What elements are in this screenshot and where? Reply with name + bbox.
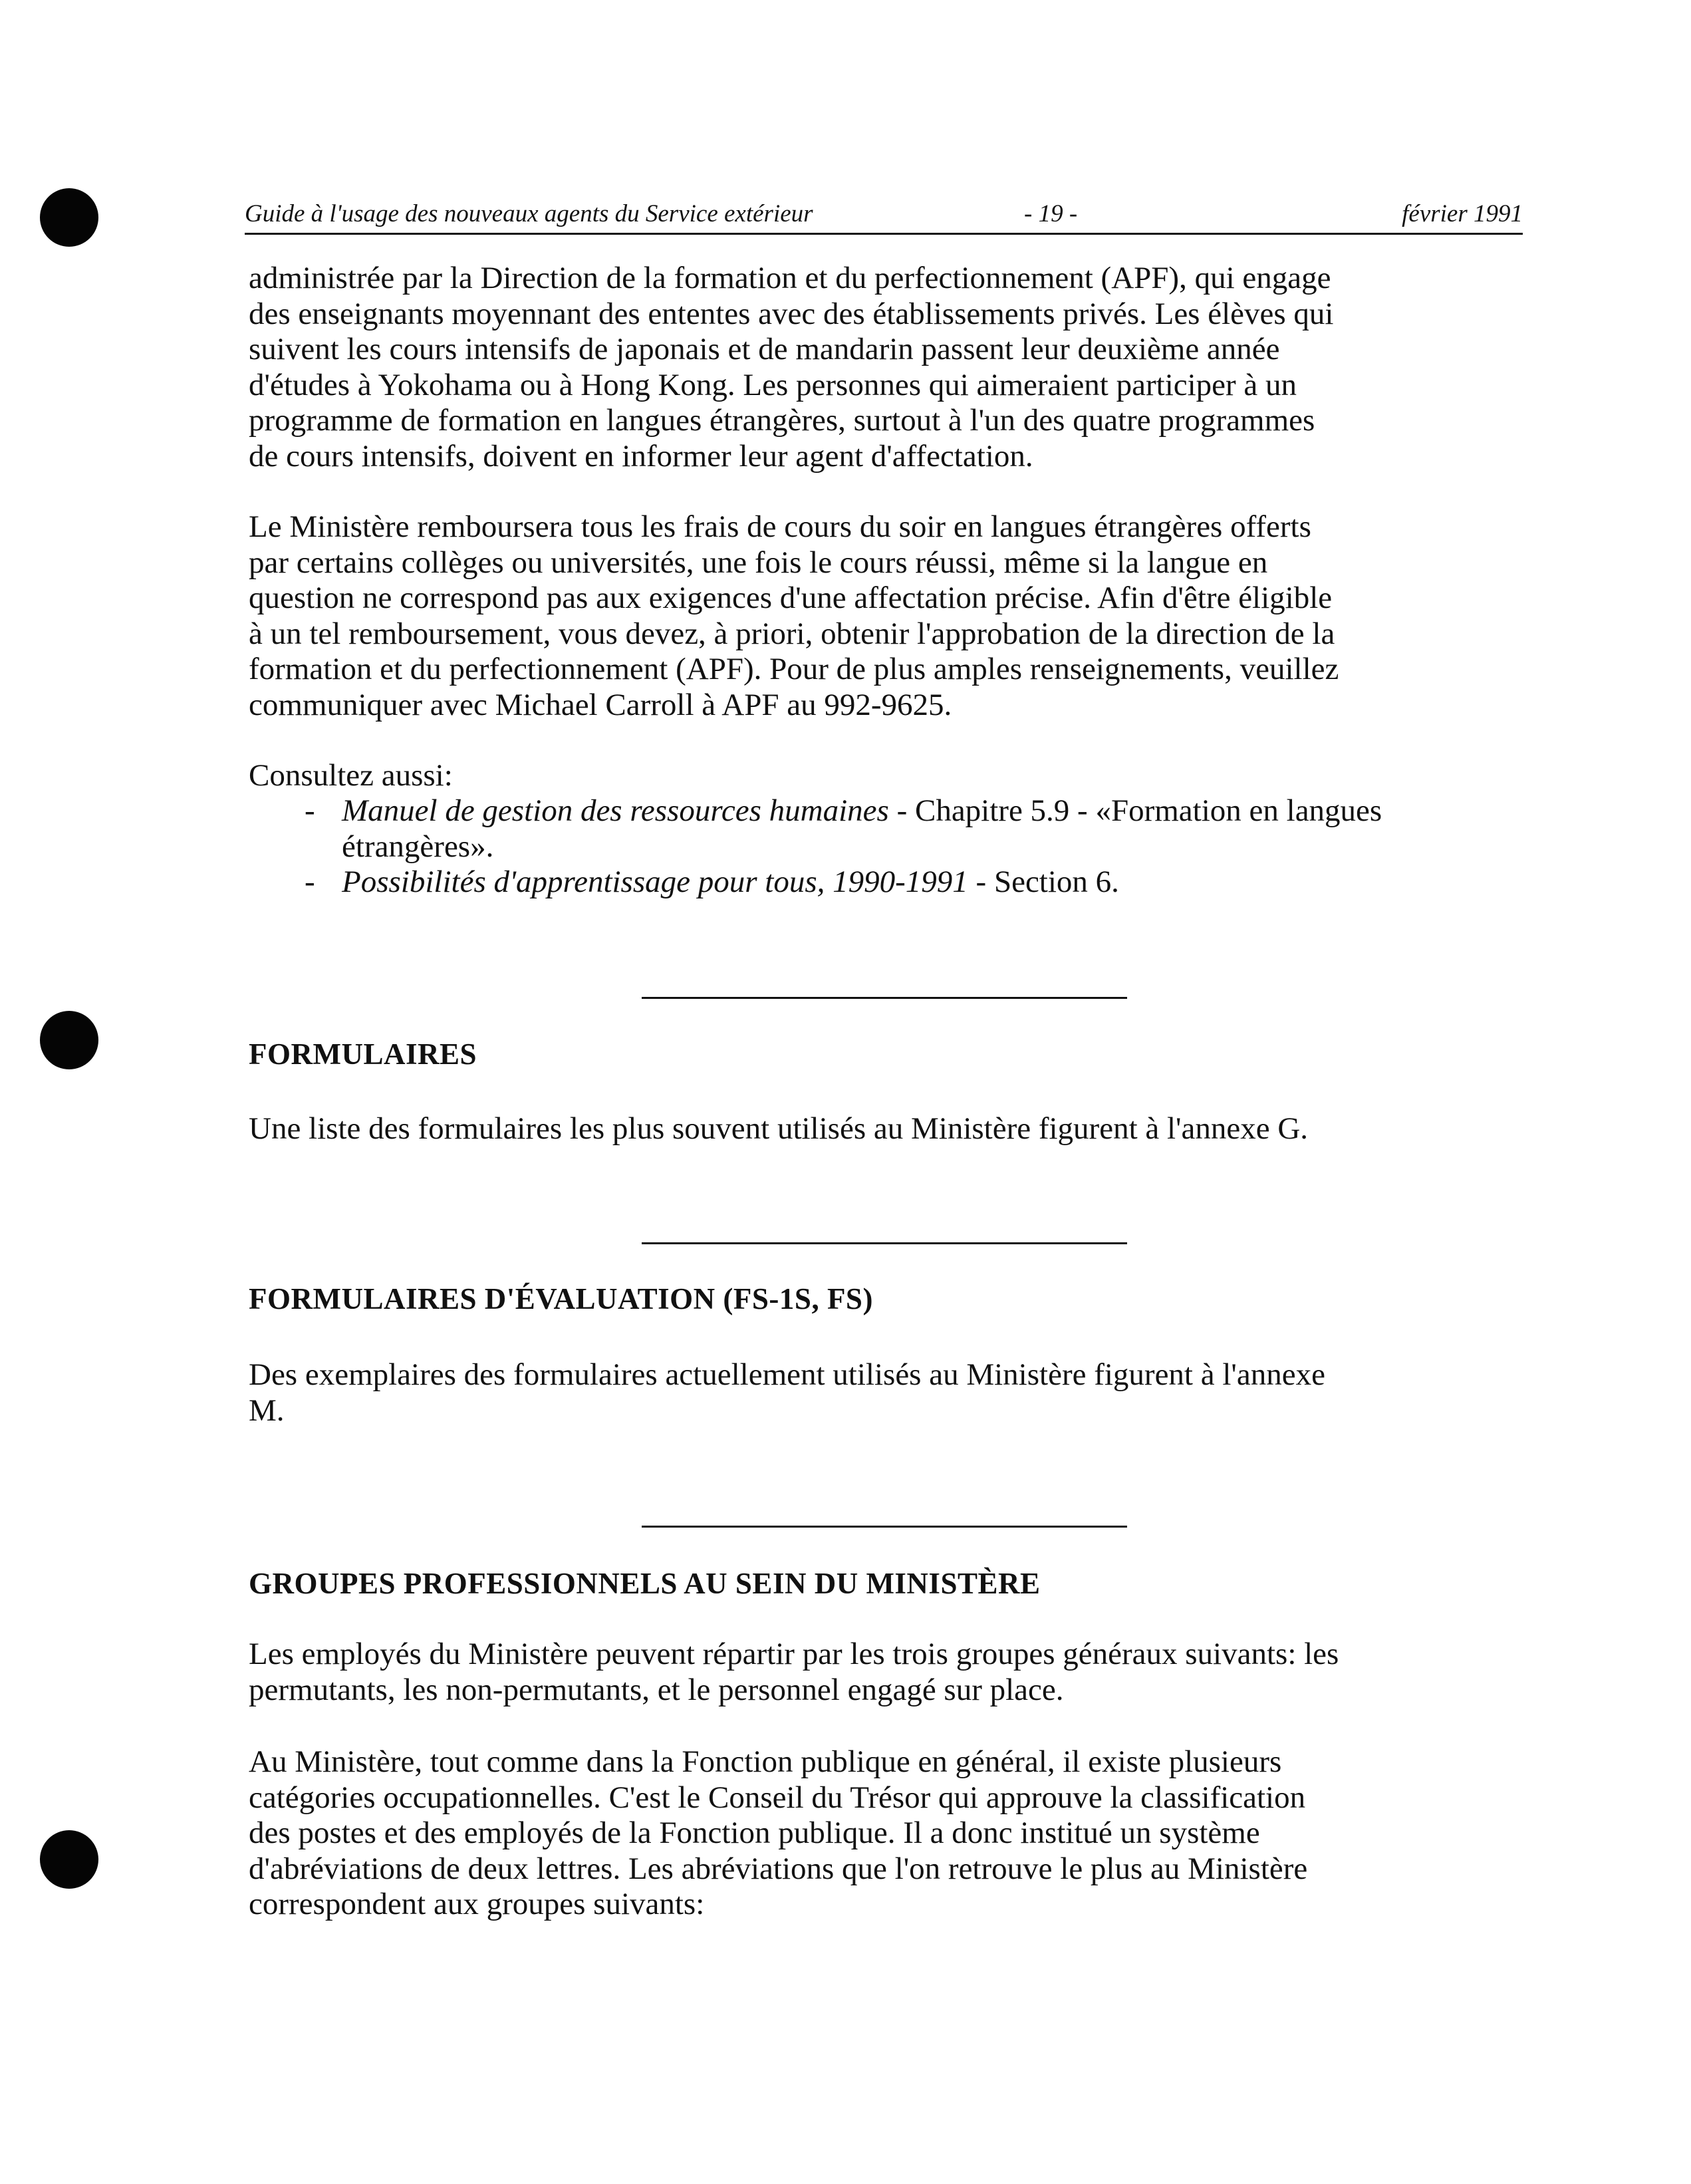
text-line: communiquer avec Michael Carroll à APF au 992-9625. (249, 687, 952, 722)
intro-paragraph (249, 261, 1523, 474)
text-line: à un tel remboursement, vous devez, à priori, obtenir l'approbation de la direction de la (249, 616, 1335, 651)
text-line: correspondent aux groupes suivants: (249, 1887, 705, 1921)
reimbursement-paragraph (249, 509, 1523, 723)
reference-detail: - Chapitre 5.9 - «Formation en langues (888, 793, 1382, 828)
list-item (305, 865, 1523, 900)
text-line: de cours intensifs, doivent en informer leur agent d'affectation. (249, 438, 1033, 474)
reference-list (305, 793, 1523, 900)
section-heading-groupes: GROUPES PROFESSIONNELS AU SEIN DU MINISTÈRE (249, 1567, 1041, 1600)
text-line: d'abréviations de deux lettres. Les abréviations que l'on retrouve le plus au Ministère (249, 1851, 1308, 1886)
list-dash: - (305, 793, 315, 828)
reference-detail-continued: étrangères». (342, 829, 494, 864)
header-rule (245, 233, 1523, 235)
text-line: Le Ministère remboursera tous les frais de cours du soir en langues étrangères offerts (249, 509, 1311, 544)
text-line: Des exemplaires des formulaires actuellement utilisés au Ministère figurent à l'annexe (249, 1357, 1325, 1392)
section-heading-formulaires: FORMULAIRES (249, 1037, 477, 1071)
section-separator (642, 1526, 1127, 1528)
reference-title: Manuel de gestion des ressources humaines (342, 793, 889, 828)
text-line: programme de formation en langues étrangères, surtout à l'un des quatre programmes (249, 403, 1315, 438)
list-dash: - (305, 865, 315, 899)
groupes-paragraph-2 (249, 1744, 1523, 1923)
evaluation-paragraph (249, 1357, 1523, 1429)
reference-detail: - Section 6. (968, 865, 1119, 899)
text-line: des postes et des employés de la Fonction publique. Il a donc institué un système (249, 1816, 1260, 1850)
text-line: d'études à Yokohama ou à Hong Kong. Les personnes qui aimeraient participer à un (249, 367, 1297, 402)
formulaires-paragraph (249, 1111, 1523, 1147)
text-line: par certains collèges ou universités, une fois le cours réussi, même si la langue en (249, 545, 1268, 580)
list-item (305, 793, 1523, 865)
groupes-paragraph-1 (249, 1637, 1523, 1708)
page-number: - 19 - (1024, 200, 1078, 227)
section-separator (642, 1242, 1127, 1244)
text-line: catégories occupationnelles. C'est le Conseil du Trésor qui approuve la classification (249, 1780, 1306, 1815)
section-separator (642, 997, 1127, 999)
text-line: Les employés du Ministère peuvent répartir par les trois groupes généraux suivants: les (249, 1637, 1339, 1671)
consultez-label: Consultez aussi: (249, 758, 453, 793)
text-line: formation et du perfectionnement (APF). Pour de plus amples renseignements, veuillez (249, 652, 1339, 686)
text-line: question ne correspond pas aux exigences d'une affectation précise. Afin d'être éligible (249, 581, 1333, 615)
binder-hole-bottom (40, 1830, 98, 1889)
binder-hole-top (40, 188, 98, 247)
text-line: suivent les cours intensifs de japonais et de mandarin passent leur deuxième année (249, 332, 1280, 366)
text-line: des enseignants moyennant des ententes avec des établissements privés. Les élèves qui (249, 296, 1334, 331)
text-line: Une liste des formulaires les plus souvent utilisés au Ministère figurent à l'annexe G. (249, 1111, 1309, 1146)
binder-hole-middle (40, 1011, 98, 1069)
running-header (245, 197, 1523, 231)
text-line: administrée par la Direction de la formation et du perfectionnement (APF), qui engage (249, 261, 1331, 295)
header-date: février 1991 (1402, 200, 1523, 227)
text-line: Au Ministère, tout comme dans la Fonction publique en général, il existe plusieurs (249, 1744, 1282, 1779)
text-line: permutants, les non-permutants, et le personnel engagé sur place. (249, 1672, 1064, 1707)
text-line: M. (249, 1393, 285, 1428)
header-title: Guide à l'usage des nouveaux agents du Service extérieur (245, 200, 813, 227)
reference-title: Possibilités d'apprentissage pour tous, 1990-1991 (342, 865, 968, 899)
section-heading-evaluation: FORMULAIRES D'ÉVALUATION (FS-1S, FS) (249, 1282, 873, 1315)
